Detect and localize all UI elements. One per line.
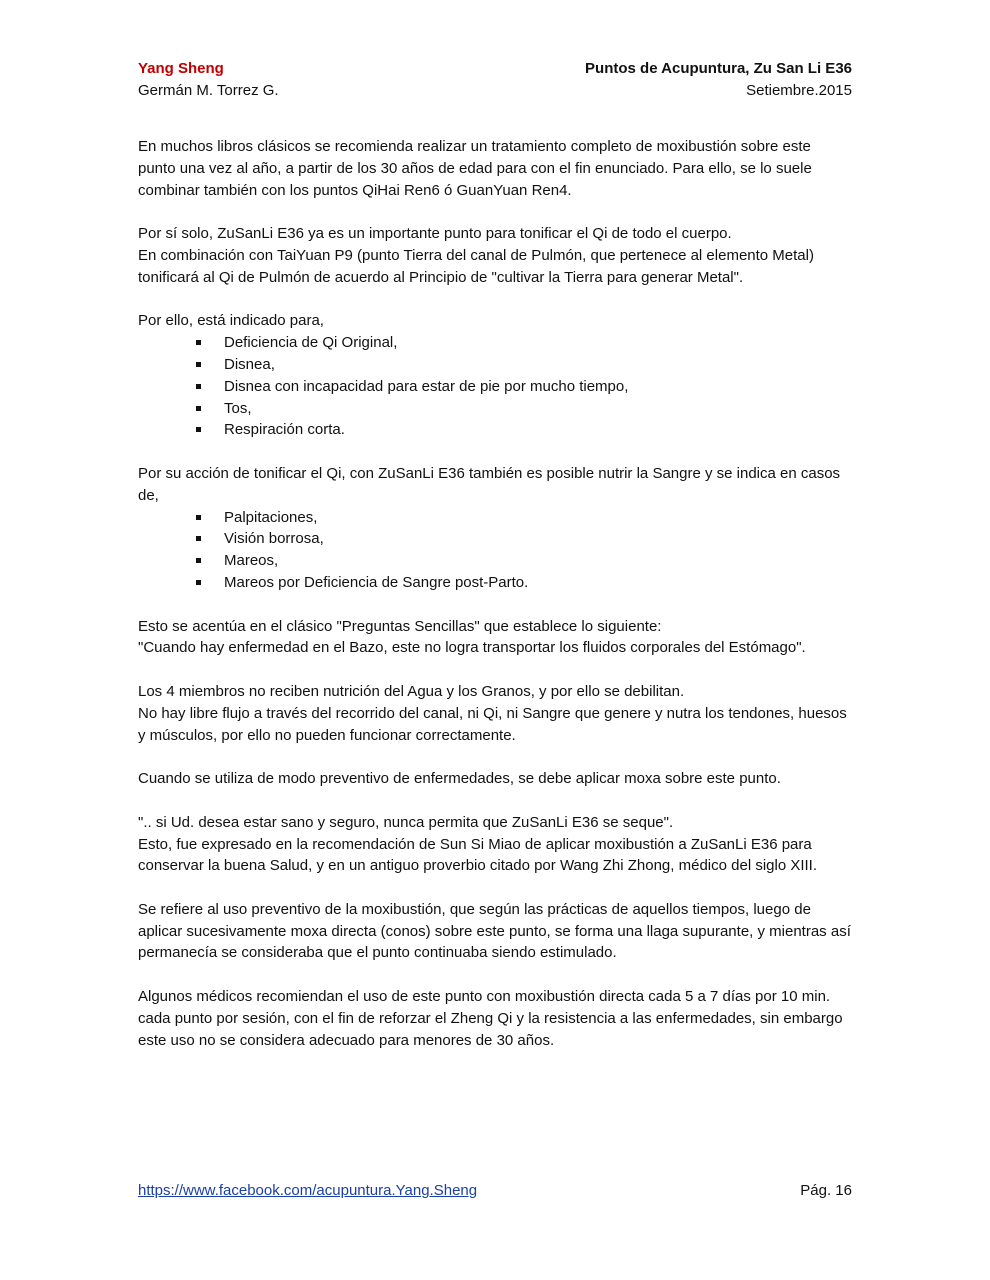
paragraph: Por su acción de tonificar el Qi, con ZuSanLi E36 también es posible nutrir la Sangre y se indica en casos de, [138,464,841,504]
list-item: Respiración corta. [138,419,852,441]
page-header [138,58,852,102]
document-title: Puntos de Acupuntura, Zu San Li E36 [585,60,852,77]
paragraph: En muchos libros clásicos se recomienda realizar un tratamiento completo de moxibustión sobre este punto una vez al año, a partir de los 30 años de edad para con el fin enunciado. Para ello, se lo suele combinar también con los puntos QiHai Ren6 ó GuanYuan Ren4. [138,138,812,199]
page-content [138,136,852,1073]
paragraph: Algunos médicos recomiendan el uso de este punto con moxibustión directa cada 5 a 7 días por 10 min. cada punto por sesión, con el fin de reforzar el Zheng Qi y la resistencia a las enfermedades, sin embargo este uso no se considera adecuado para menores de 30 años. [138,988,843,1049]
list-item: Disnea, [138,354,852,376]
list-item: Mareos por Deficiencia de Sangre post-Parto. [138,572,852,594]
paragraph: Por sí solo, ZuSanLi E36 ya es un importante punto para tonificar el Qi de todo el cuerpo. [138,225,732,243]
paragraph: Los 4 miembros no reciben nutrición del Agua y los Granos, y por ello se debilitan. [138,682,685,700]
list-item: Deficiencia de Qi Original, [138,332,852,354]
quote: "Cuando hay enfermedad en el Bazo, este no logra transportar los fluidos corporales del Estómago". [138,639,806,657]
blood-indications-list [138,507,852,594]
document-date: Setiembre.2015 [746,82,852,99]
paragraph: Se refiere al uso preventivo de la moxibustión, que según las prácticas de aquellos tiempos, luego de aplicar sucesivamente moxa directa (conos) sobre este punto, se forma una llaga supurante, y mientras así permanecía se consideraba que el punto continuaba siendo estimulado. [138,900,851,962]
list-item: Tos, [138,398,852,420]
author-name: Germán M. Torrez G. [138,82,279,99]
list-item: Mareos, [138,550,852,572]
indications-list [138,332,852,441]
list-item: Visión borrosa, [138,528,852,550]
paragraph: Cuando se utiliza de modo preventivo de enfermedades, se debe aplicar moxa sobre este punto. [138,770,781,788]
brand-name: Yang Sheng [138,60,224,77]
paragraph: Esto se acentúa en el clásico "Preguntas Sencillas" que establece lo siguiente: [138,617,662,635]
paragraph: Por ello, está indicado para, [138,312,324,330]
list-item: Disnea con incapacidad para estar de pie por mucho tiempo, [138,376,852,398]
paragraph: Esto, fue expresado en la recomendación de Sun Si Miao de aplicar moxibustión a ZuSanLi E36 para conservar la buena Salud, y en un antiguo proverbio citado por Wang Zhi Zhong, médico del siglo XIII. [138,835,818,875]
list-item: Palpitaciones, [138,507,852,529]
page-footer [138,1180,852,1202]
paragraph: No hay libre flujo a través del recorrido del canal, ni Qi, ni Sangre que genere y nutra los tendones, huesos y músculos, por ello no pueden funcionar correctamente. [138,704,847,744]
paragraph: En combinación con TaiYuan P9 (punto Tierra del canal de Pulmón, que pertenece al elemento Metal) tonificará al Qi de Pulmón de acuerdo al Principio de "cultivar la Tierra para generar Metal". [138,246,814,286]
page-number: Pág. 16 [800,1182,852,1199]
facebook-link[interactable]: https://www.facebook.com/acupuntura.Yang.Sheng [138,1182,478,1199]
quote: ".. si Ud. desea estar sano y seguro, nunca permita que ZuSanLi E36 se seque". [138,813,674,831]
